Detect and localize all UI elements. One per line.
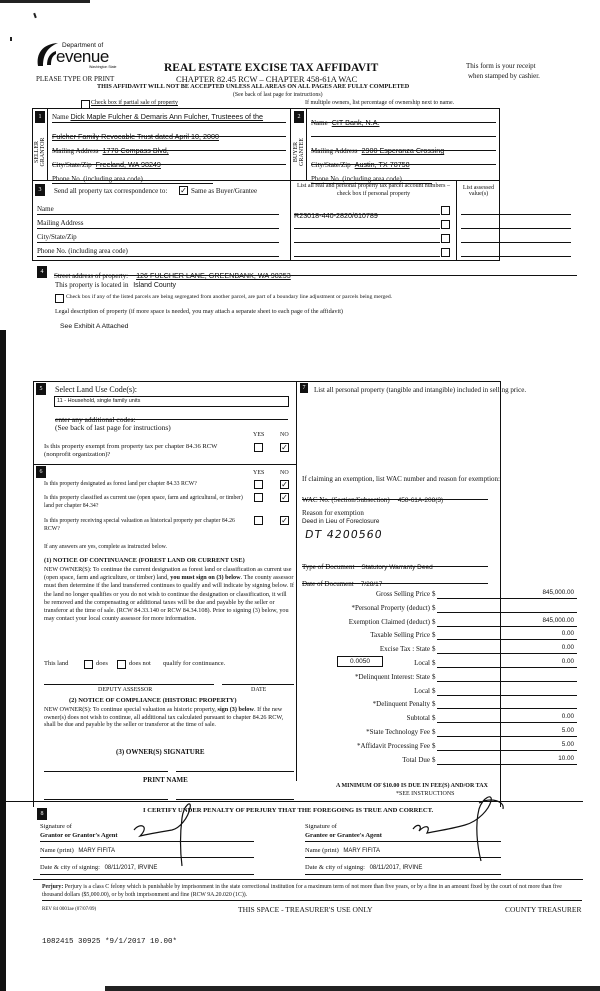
seller-mailing[interactable]: 1770 Compass Blvd, — [102, 146, 169, 155]
fee-label: Subtotal — [406, 714, 430, 722]
forest-question: Is this property designated as forest land per chapter 84.33 RCW? — [44, 481, 197, 487]
fee-value[interactable] — [437, 686, 577, 696]
section-8-bottom-line — [33, 879, 583, 880]
corr-city-label: City/State/Zip — [37, 233, 77, 241]
section-5-badge: 5 — [36, 383, 46, 395]
parcel-header: List all real and personal property tax parcel account numbers – check box if personal property — [297, 183, 450, 197]
exempt-yes-checkbox[interactable] — [254, 443, 263, 452]
grantor-date-label: Date & city of signing: — [40, 864, 100, 871]
fee-value[interactable] — [437, 699, 577, 709]
receipt-note-1: This form is your receipt — [466, 62, 536, 70]
section-7-badge: 7 — [300, 383, 308, 393]
grantor-sig-of: Signature of — [40, 823, 72, 830]
currency-symbol: $ — [432, 756, 436, 764]
please-type: PLEASE TYPE OR PRINT — [36, 75, 115, 83]
fee-label: Taxable Selling Price — [370, 631, 430, 639]
does-not-label: does not — [129, 660, 151, 667]
forest-yes-checkbox[interactable] — [254, 480, 263, 489]
street-line — [54, 265, 577, 280]
county-treasurer-label: COUNTY TREASURER — [505, 905, 582, 914]
dor-logo — [34, 40, 124, 70]
notice-compliance-title: (2) NOTICE OF COMPLIANCE (HISTORIC PROPERTY) — [69, 697, 237, 704]
see-back-note: (See back of last page for instructions) — [233, 92, 323, 98]
wac-number[interactable]: 458-61A-208(3) — [397, 497, 444, 504]
notice-continuance-text-a: NEW OWNER(S): To continue the current designation as forest land or classification as current use (open space, farm and agriculture, or timber) land, — [44, 566, 292, 582]
local-rate-box[interactable]: 0.0050 — [337, 656, 383, 667]
fee-value[interactable]: 0.00 — [437, 644, 577, 654]
currency-symbol: $ — [432, 645, 436, 653]
buyer-section — [291, 108, 500, 181]
notice-continuance-bold: you must sign on (3) below — [170, 574, 241, 582]
reason-value[interactable]: Deed in Lieu of Foreclosure — [302, 518, 380, 525]
land-use-label: Select Land Use Code(s): — [55, 385, 137, 394]
currency-symbol: $ — [432, 700, 436, 708]
owner-sig-line-1 — [44, 771, 168, 772]
fee-value[interactable]: 5.00 — [437, 741, 577, 751]
section-1-badge: 1 — [35, 111, 45, 123]
grantee-sig-of: Signature of — [305, 823, 337, 830]
seller-phone-label: Phone No. (including area code) — [52, 175, 213, 184]
notice-compliance-text-a: NEW OWNER(S): To continue special valuation as historic property, — [44, 706, 216, 713]
currency-symbol: $ — [432, 618, 436, 626]
currency-symbol: $ — [432, 687, 436, 695]
grantee-date-line — [305, 864, 501, 875]
buyer-mailing-label: Mailing Address — [311, 147, 358, 155]
section-3-badge: 3 — [35, 184, 45, 196]
fee-label: Local — [414, 687, 430, 695]
partial-sale-label: Check box if partial sale of property — [91, 100, 178, 106]
if-yes-note: If any answers are yes, complete as instructed below. — [44, 544, 167, 550]
personal-property-checkbox[interactable] — [441, 248, 450, 257]
section-6-badge: 6 — [36, 466, 46, 478]
assessed-value-field[interactable] — [461, 247, 571, 257]
continuance-line — [44, 660, 68, 667]
multiple-owners-note: If multiple owners, list percentage of ownership next to name. — [305, 100, 455, 106]
land-use-see-back: (See back of last page for instructions) — [55, 423, 171, 432]
segregated-label: Check box if any of the listed parcels are being segregated from another parcel, are part of a boundary line adjustment or parcels being merged. — [66, 294, 393, 300]
section-2-badge: 2 — [294, 111, 304, 123]
section-3-divider-1 — [290, 181, 291, 261]
same-as-buyer-label: Same as Buyer/Grantee — [191, 187, 258, 195]
seller-phone-line — [52, 168, 286, 183]
owner-sig-line-2 — [176, 771, 294, 772]
buyer-mailing[interactable]: 2900 Esperanza Crossing — [361, 146, 445, 155]
corr-name-label: Name — [37, 205, 54, 213]
parcel-row — [294, 247, 440, 257]
fee-value[interactable] — [437, 603, 577, 613]
notice-continuance-body — [44, 566, 294, 623]
fee-value[interactable]: 0.00 — [437, 713, 577, 723]
side-label-grantor: GRANTOR — [40, 137, 46, 167]
logo-word: evenue — [56, 47, 109, 66]
buyer-mailing-line — [311, 140, 496, 155]
buyer-city[interactable]: Austin, TX 78758 — [354, 160, 410, 169]
section-4-badge: 4 — [37, 266, 47, 278]
corr-name-line — [37, 205, 279, 215]
currency-symbol: $ — [432, 714, 436, 722]
handwritten-ref: DT 4200560 — [304, 528, 384, 541]
buyer-city-label: City/State/Zip — [311, 161, 351, 169]
fee-value[interactable]: 845,000.00 — [437, 617, 577, 627]
section-8-badge: 8 — [37, 808, 47, 820]
date-label: DATE — [251, 687, 267, 693]
fee-value[interactable]: 845,000.00 — [437, 589, 577, 599]
grantee-name[interactable]: MARY FIFITA — [343, 848, 381, 854]
currency-symbol: $ — [432, 728, 436, 736]
perjury-underline — [42, 900, 582, 901]
side-label-grantee: GRANTEE — [299, 138, 305, 166]
buyer-name-line-2 — [311, 126, 496, 137]
grantee-agent-label: Grantee or Grantee's Agent — [305, 832, 382, 839]
side-label-seller: SELLER — [34, 141, 40, 163]
scan-edge-bottom — [105, 986, 600, 991]
buyer-phone-line — [311, 168, 496, 183]
buyer-name-line — [311, 112, 496, 127]
does-label: does — [96, 660, 108, 667]
corr-phone-line — [37, 247, 279, 257]
scan-edge-left — [0, 330, 6, 991]
fee-label: Exemption Claimed (deduct) — [348, 618, 430, 626]
parcel-row — [294, 233, 440, 243]
corr-mailing-line — [37, 219, 279, 229]
s6-yes-header: YES — [253, 470, 265, 476]
notice-continuance-text-b: . The county assessor must then determine if the land transferred continues to qualify and will indicate by signing below. If the land no longer qualifies or you do not wish to continue the designation or classification, it will be removed and the compensating or additional taxes will be due and payable by the seller or transferor at the time of sale. (RCW 84.33.140 or RCW 84.34.108). Prior to signing (3) below, you may contact your local county assessor for more information. — [44, 574, 294, 623]
fee-label: Total Due — [402, 756, 430, 764]
date-line — [222, 684, 294, 685]
parcel-row — [294, 205, 440, 220]
personal-property-checkbox[interactable] — [441, 220, 450, 229]
form-title: REAL ESTATE EXCISE TAX AFFIDAVIT — [164, 62, 379, 74]
seller-name-2[interactable]: Fulcher Family Revocable Trust dated April 10, 2000 — [52, 132, 219, 141]
currency-symbol: $ — [432, 604, 436, 612]
current-use-no-checkbox[interactable]: ✓ — [281, 493, 288, 502]
s6-no-header: NO — [280, 470, 289, 476]
this-land-label: This land — [44, 660, 69, 667]
print-name-label: PRINT NAME — [143, 776, 188, 784]
legal-label: Legal description of property (if more space is needed, you may attach a separate sheet to each page of the affidavit) — [55, 308, 343, 315]
buyer-side-label — [293, 130, 305, 174]
doc-date[interactable]: 7/28/17 — [360, 581, 383, 588]
additional-codes-line — [55, 409, 288, 424]
seller-name-1[interactable]: Dick Maple Fulcher & Demaris Ann Fulcher, Trusteees of the — [70, 112, 264, 121]
fee-label: *Personal Property (deduct) — [351, 604, 430, 612]
parcel-row — [294, 219, 440, 229]
currency-symbol: $ — [432, 673, 436, 681]
logo-state-text: Washington State — [89, 65, 117, 69]
receipt-note-2: when stamped by cashier. — [468, 72, 540, 80]
cashier-stamp: 1082415 30925 *9/1/2017 10.00* — [42, 938, 178, 946]
fee-label: Local — [414, 659, 430, 667]
notice-continuance-title: (1) NOTICE OF CONTINUANCE (FOREST LAND OR CURRENT USE) — [44, 557, 245, 564]
notice-compliance-body — [44, 706, 294, 729]
historic-no-checkbox[interactable]: ✓ — [281, 516, 288, 525]
county[interactable]: Island County — [133, 282, 177, 289]
send-correspondence-label: Send all property tax correspondence to: — [54, 187, 168, 195]
lower-divider — [296, 381, 297, 781]
fee-value[interactable]: 0.00 — [437, 630, 577, 640]
grantee-date-city[interactable]: 08/11/2017, IRVINE — [369, 865, 423, 871]
forest-no-checkbox[interactable]: ✓ — [281, 480, 288, 489]
see-instructions-note: *SEE INSTRUCTIONS — [396, 791, 455, 797]
seller-name-line-1 — [52, 112, 286, 123]
rev-number: REV 84 0001ae (07/07/09) — [42, 907, 97, 912]
perjury-note — [42, 883, 582, 899]
buyer-phone-label: Phone No. (including area code) — [311, 175, 432, 184]
fee-label: *Delinquent Penalty — [372, 700, 430, 708]
personal-property-checkbox[interactable] — [441, 234, 450, 243]
segregated-checkbox[interactable] — [55, 294, 64, 303]
located-line — [55, 281, 176, 289]
scan-edge-top — [0, 0, 90, 3]
street-address[interactable]: 126 FULCHER LANE, GREENBANK, WA 98253 — [136, 271, 291, 280]
doc-type[interactable]: Statutory Warranty Deed — [361, 564, 433, 571]
grantor-name[interactable]: MARY FIFITA — [78, 848, 116, 854]
doc-date-label: Date of Document — [302, 580, 354, 588]
seller-mailing-label: Mailing Address — [52, 147, 99, 155]
fee-label: *Delinquent Interest: State — [354, 673, 430, 681]
exempt-question: Is this property exempt from property tax per chapter 84.36 RCW (nonprofit organization)? — [44, 443, 218, 458]
wac-label: WAC No. (Section/Subsection) — [302, 496, 390, 504]
fee-value[interactable] — [437, 672, 577, 682]
reason-label: Reason for exemption — [302, 509, 364, 517]
current-use-question: Is this property classified as current use (open space, farm and agricultural, or timber) land per chapter 84.34? — [44, 495, 243, 509]
fee-value[interactable]: 5.00 — [437, 727, 577, 737]
seller-name-label: Name — [52, 113, 69, 121]
notice-compliance-bold: sign (3) below — [217, 706, 254, 713]
logo-dept-text: Department of — [62, 42, 104, 49]
street-label: Street address of property: — [54, 272, 129, 280]
grantee-signature-icon — [395, 795, 525, 865]
fee-value[interactable]: 10.00 — [437, 755, 577, 765]
buyer-name-label: Name — [311, 119, 328, 127]
currency-symbol: $ — [432, 631, 436, 639]
deputy-line — [44, 684, 214, 685]
currency-symbol: $ — [432, 659, 436, 667]
perjury-text: Perjury is a class C felony which is punishable by imprisonment in the state correctional institution for a maximum term of not more than five years, or by a fine in an amount fixed by the court of not more than five thousand dollars ($5,000.00), or by both imprisonment and fine (RCW 9A.20.020 (1C)). — [42, 884, 562, 898]
perjury-bold: Perjury: — [42, 884, 64, 890]
seller-city-label: City/State/Zip — [52, 161, 92, 169]
exempt-no-checkbox[interactable]: ✓ — [281, 443, 288, 452]
exemption-label: If claiming an exemption, list WAC number and reason for exemption: — [302, 475, 500, 483]
does-not-checkbox[interactable] — [117, 660, 126, 669]
assessed-value-field[interactable] — [461, 233, 571, 243]
currency-symbol: $ — [432, 590, 436, 598]
grantor-signature-icon — [120, 798, 220, 868]
assessed-value-field[interactable] — [461, 205, 571, 215]
same-as-buyer-checkbox[interactable]: ✓ — [180, 186, 187, 195]
historic-yes-checkbox[interactable] — [254, 516, 263, 525]
fee-label: Excise Tax : State — [379, 645, 430, 653]
additional-codes-label: enter any additional codes: — [55, 415, 136, 424]
doc-date-line — [302, 573, 488, 588]
form-subtitle: CHAPTER 82.45 RCW – CHAPTER 458-61A WAC — [176, 74, 358, 84]
scan-mark — [33, 13, 37, 18]
doc-type-label: Type of Document — [302, 563, 355, 571]
grantor-agent-label: Grantor or Grantor's Agent — [40, 832, 118, 839]
wac-line — [302, 489, 488, 504]
certify-statement: I CERTIFY UNDER PENALTY OF PERJURY THAT THE FOREGOING IS TRUE AND CORRECT. — [143, 807, 434, 814]
legal-description[interactable]: See Exhibit A Attached — [60, 323, 129, 330]
grantor-date-city[interactable]: 08/11/2017, IRVINE — [104, 865, 158, 871]
s5-no-header: NO — [280, 432, 289, 438]
seller-side-label — [34, 130, 46, 174]
warning-text: THIS AFFIDAVIT WILL NOT BE ACCEPTED UNLESS ALL AREAS ON ALL PAGES ARE FULLY COMPLETED — [97, 83, 410, 90]
current-use-yes-checkbox[interactable] — [254, 493, 263, 502]
personal-property-label: List all personal property (tangible and intangible) included in selling price. — [314, 386, 527, 394]
buyer-name[interactable]: CIT Bank, N.A. — [331, 118, 380, 127]
currency-symbol: $ — [432, 742, 436, 750]
owner-signature-title: (3) OWNER(S) SIGNATURE — [116, 748, 205, 756]
scan-mark — [10, 37, 12, 41]
doc-type-line — [302, 556, 488, 571]
fee-label: Gross Selling Price — [375, 590, 430, 598]
notice-compliance-text-b: . If the new owner(s) does not wish to continue, all additional tax calculated pursuant to chapter 84.26 RCW, shall be due and payable by the seller or transferor at the time of sale. — [44, 706, 284, 728]
assessed-header: List assessed value(s) — [462, 185, 495, 197]
corr-phone-label: Phone No. (including area code) — [37, 247, 128, 255]
fee-value[interactable]: 0.00 — [437, 658, 577, 668]
grantor-name-label: Name (print) — [40, 847, 74, 854]
fee-label: *Affidavit Processing Fee — [357, 742, 430, 750]
seller-section — [32, 108, 290, 181]
located-label: This property is located in — [55, 281, 129, 289]
side-label-buyer: BUYER — [293, 141, 299, 163]
assessed-value-field[interactable] — [461, 219, 571, 229]
s5-yes-header: YES — [253, 432, 265, 438]
s5-s6-divider — [33, 464, 296, 465]
personal-property-checkbox[interactable] — [441, 206, 450, 215]
fee-label: *State Technology Fee — [366, 728, 430, 736]
seller-name-line-2 — [52, 126, 286, 141]
does-checkbox[interactable] — [84, 660, 93, 669]
qualify-label: qualify for continuance. — [163, 660, 226, 667]
grantee-date-label: Date & city of signing: — [305, 864, 365, 871]
historic-question: Is this property receiving special valuation as historical property per chapter 84.26 RCW? — [44, 518, 235, 532]
deputy-assessor-label: DEPUTY ASSESSOR — [98, 687, 153, 693]
treasurer-use-label: THIS SPACE - TREASURER'S USE ONLY — [238, 905, 373, 914]
corr-city-line — [37, 233, 279, 243]
seller-city[interactable]: Freeland, WA 98249 — [95, 160, 161, 169]
corr-mailing-label: Mailing Address — [37, 219, 84, 227]
buyer-city-line — [311, 154, 496, 169]
minimum-note: A MINIMUM OF $10.00 IS DUE IN FEE(S) AND/OR TAX — [336, 783, 488, 789]
parcel-number[interactable]: R23018-440-2820/610789 — [294, 211, 378, 220]
seller-city-line — [52, 154, 286, 169]
land-use-select[interactable]: 11 - Household, single family units — [54, 396, 289, 407]
grantee-name-label: Name (print) — [305, 847, 339, 854]
seller-mailing-line — [52, 140, 286, 155]
